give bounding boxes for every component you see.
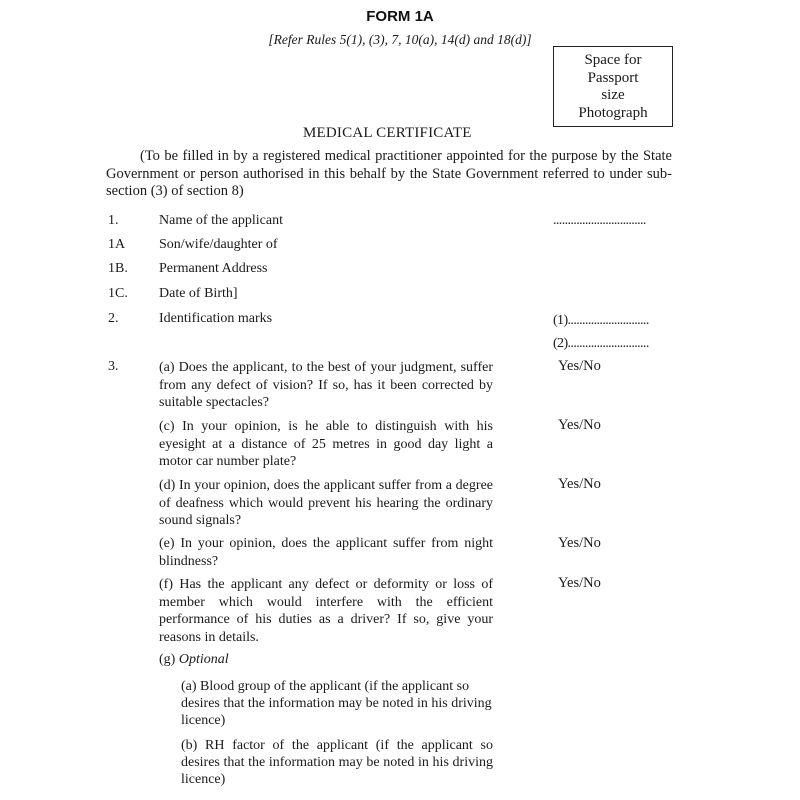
question-text: (e) In your opinion, does the applicant suffer from night blindness? xyxy=(159,536,493,569)
passport-photo-box xyxy=(553,46,673,127)
photo-box-line: size xyxy=(601,87,625,103)
intro-paragraph xyxy=(106,148,672,201)
question-a xyxy=(159,359,493,412)
rules-reference: [Refer Rules 5(1), (3), 7, 10(a), 14(d) and 18(d)] xyxy=(268,32,532,47)
question-f xyxy=(159,576,493,646)
optional-label: (g) xyxy=(159,652,176,667)
photo-box-line: Passport xyxy=(587,69,639,86)
field-label-identification: Identification marks xyxy=(159,311,273,326)
question-text: (f) Has the applicant any defect or deformity or loss of member which would interfere with the efficient performance of his duties as a driver? If so, give your reasons in details. xyxy=(159,577,493,645)
field-number: 2. xyxy=(108,311,119,326)
form-title: FORM 1A xyxy=(366,8,434,25)
question-text: (a) Does the applicant, to the best of your judgment, suffer from any defect of vision? If so, has it been corrected by suitable spectacles? xyxy=(159,360,493,410)
field-number: 1C. xyxy=(108,286,128,301)
answer-yes-no[interactable]: Yes/No xyxy=(558,476,601,492)
answer-yes-no[interactable]: Yes/No xyxy=(558,535,601,551)
section-number: 3. xyxy=(108,359,119,374)
optional-italic-label: Optional xyxy=(178,652,229,667)
answer-yes-no[interactable]: Yes/No xyxy=(558,417,601,433)
answer-yes-no[interactable]: Yes/No xyxy=(558,358,601,374)
field-number: 1A xyxy=(108,237,126,252)
question-c xyxy=(159,418,493,471)
field-number: 1. xyxy=(108,213,119,228)
question-e xyxy=(159,535,493,570)
question-d xyxy=(159,477,493,530)
photo-box-line: Photograph xyxy=(578,104,648,121)
name-fill-line[interactable]: ................................ xyxy=(553,213,646,228)
field-label-name: Name of the applicant xyxy=(159,213,284,228)
field-label-dob: Date of Birth] xyxy=(159,286,238,301)
optional-item-text: (b) RH factor of the applicant (if the applicant so desires that the information may be noted in his driving licence) xyxy=(181,738,493,787)
question-text: (d) In your opinion, does the applicant suffer from a degree of deafness which would prevent his hearing the ordinary sound signals? xyxy=(159,478,493,528)
question-text: (c) In your opinion, is he able to distinguish with his eyesight at a distance of 25 metres in good day light a motor car number plate? xyxy=(159,419,493,469)
field-number: 1B. xyxy=(108,261,128,276)
optional-item-rh-factor xyxy=(181,737,493,788)
photo-box-line: Space for xyxy=(584,52,642,68)
identification-mark-2-line[interactable]: (2)............................ xyxy=(553,336,649,351)
identification-mark-1-line[interactable]: (1)............................ xyxy=(553,313,649,328)
field-label-relation: Son/wife/daughter of xyxy=(159,237,278,252)
field-label-address: Permanent Address xyxy=(159,261,268,276)
intro-text: (To be filled in by a registered medical practitioner appointed for the purpose by the State Government or person authorised in this behalf by the State Government referred to under sub-section (3) of section 8) xyxy=(106,148,672,199)
certificate-title: MEDICAL CERTIFICATE xyxy=(303,125,472,141)
answer-yes-no[interactable]: Yes/No xyxy=(558,575,601,591)
optional-heading xyxy=(159,652,229,668)
optional-item-text: (a) Blood group of the applicant (if the applicant so desires that the information may be noted in his driving licence) xyxy=(181,679,492,728)
optional-item-blood-group xyxy=(181,678,493,729)
